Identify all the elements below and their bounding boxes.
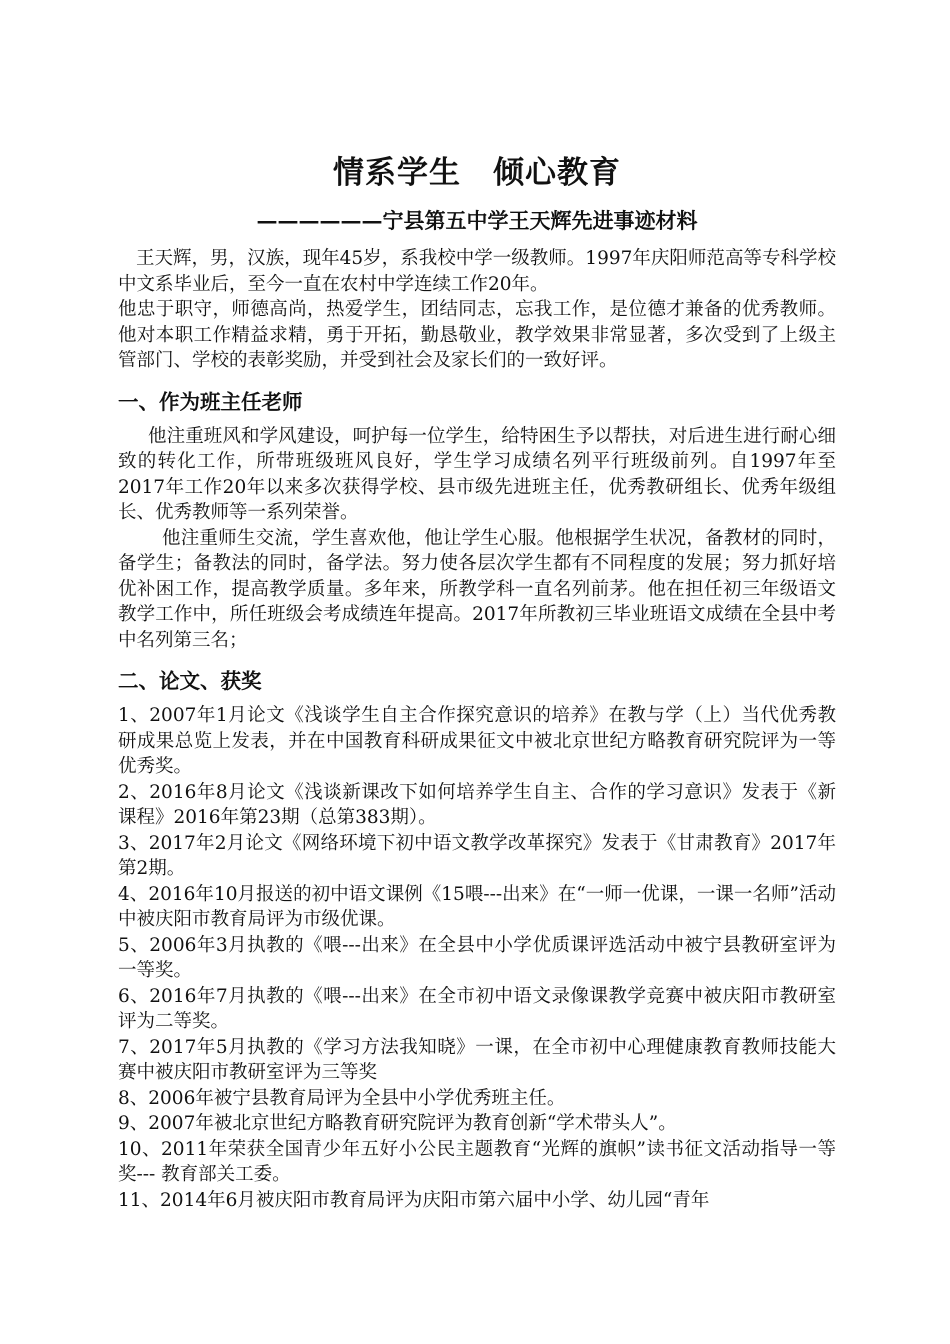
award-list-item: 1、2007年1月论文《浅谈学生自主合作探究意识的培养》在教与学（上）当代优秀教研成果总览上发表，并在中国教育科研成果征文中被北京世纪方略教育研究院评为一等优秀奖。 xyxy=(118,705,836,777)
document-title: 情系学生 倾心教育 xyxy=(333,155,621,191)
award-list-item: 7、2017年5月执教的《学习方法我知晓》一课，在全市初中心理健康教育教师技能大赛中被庆阳市教研室评为三等奖 xyxy=(118,1036,836,1083)
intro-paragraph: 王天辉，男，汉族，现年45岁，系我校中学一级教师。1997年庆阳师范高等专科学校中文系毕业后，至今一直在农村中学连续工作20年。 xyxy=(118,248,836,295)
section-heading-head-teacher: 一、作为班主任老师 xyxy=(118,389,303,414)
award-list-item: 6、2016年7月执教的《喂---出来》在全市初中语文录像课教学竞赛中被庆阳市教研室评为二等奖。 xyxy=(118,985,836,1032)
award-list-item: 9、2007年被北京世纪方略教育研究院评为教育创新“学术带头人”。 xyxy=(118,1113,677,1134)
award-list-item: 8、2006年被宁县教育局评为全县中小学优秀班主任。 xyxy=(118,1087,566,1109)
body-paragraph: 他注重班风和学风建设，呵护每一位学生，给特困生予以帮扶，对后进生进行耐心细致的转化工作，所带班级班风良好，学生学习成绩名列平行班级前列。自1997年至2017年工作20年以来多次获得学校、县市级先进班主任，优秀教研组长、优秀年级组长、优秀教师等一系列荣誉。 xyxy=(118,425,836,523)
body-paragraph: 他注重师生交流，学生喜欢他，他让学生心服。他根据学生状况，备教材的同时，备学生；备教法的同时，备学法。努力使各层次学生都有不同程度的发展；努力抓好培优补困工作，提高教学质量。多年来，所教学科一直名列前茅。他在担任初三年级语文教学工作中，所任班级会考成绩连年提高。2017年所教初三毕业班语文成绩在全县中考中名列第三名； xyxy=(118,527,836,651)
award-list-item: 4、2016年10月报送的初中语文课例《15喂---出来》在“一师一优课，一课一名师”活动中被庆阳市教育局评为市级优课。 xyxy=(118,883,836,930)
award-list-item: 10、2011年荣获全国青少年五好小公民主题教育“光辉的旗帜”读书征文活动指导一等奖--- 教育部关工委。 xyxy=(118,1138,836,1185)
award-list-item: 3、2017年2月论文《网络环境下初中语文教学改革探究》发表于《甘肃教育》2017年第2期。 xyxy=(118,832,836,879)
document-subtitle: ——————宁县第五中学王天辉先进事迹材料 xyxy=(256,208,698,233)
award-list-item: 5、2006年3月执教的《喂---出来》在全县中小学优质课评选活动中被宁县教研室评为一等奖。 xyxy=(118,934,836,981)
award-list-item: 2、2016年8月论文《浅谈新课改下如何培养学生自主、合作的学习意识》发表于《新课程》2016年第23期（总第383期）。 xyxy=(118,781,836,828)
award-list-item: 11、2014年6月被庆阳市教育局评为庆阳市第六届中小学、幼儿园“青年 xyxy=(118,1189,710,1211)
document-body xyxy=(118,150,836,1213)
section-heading-papers-awards: 二、论文、获奖 xyxy=(118,669,262,693)
intro-paragraph: 他忠于职守，师德高尚，热爱学生，团结同志，忘我工作，是位德才兼备的优秀教师。他对本职工作精益求精，勇于开拓，勤恳敬业，教学效果非常显著，多次受到了上级主管部门、学校的表彰奖励，并受到社会及家长们的一致好评。 xyxy=(118,299,836,371)
